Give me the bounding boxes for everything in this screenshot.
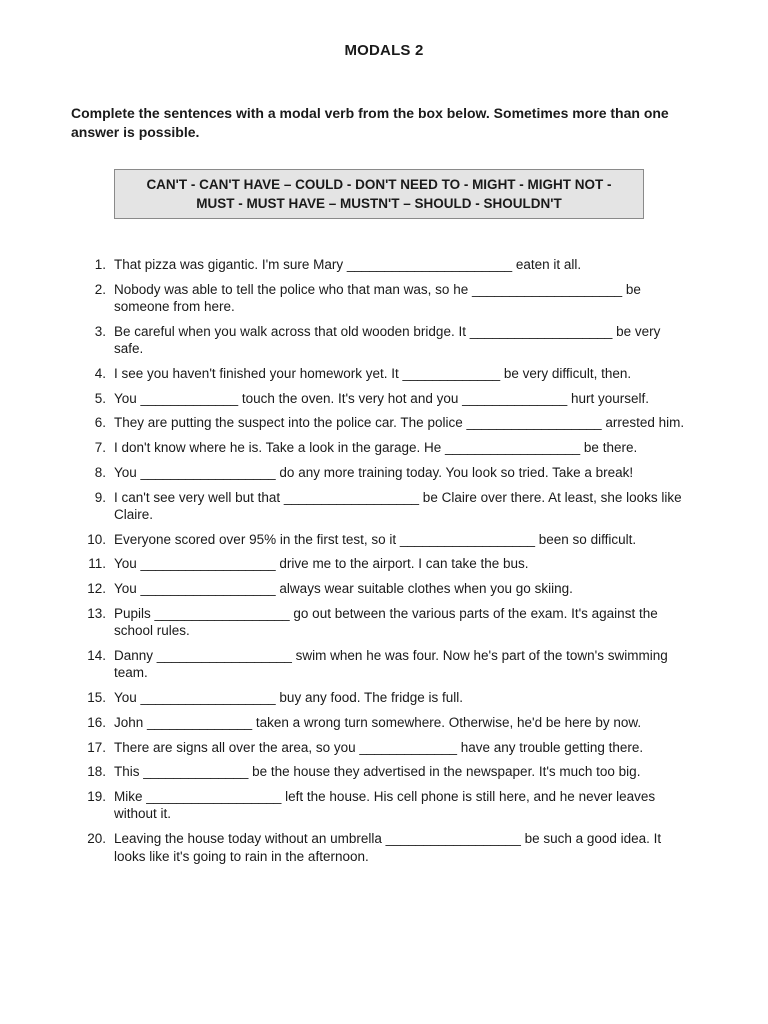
item-number: 11. xyxy=(88,556,106,572)
list-item xyxy=(86,256,686,274)
item-sentence: You __________________ drive me to the airport. I can take the bus. xyxy=(114,556,529,572)
list-item xyxy=(86,439,686,457)
item-number: 1. xyxy=(94,257,106,272)
item-sentence: Mike __________________ left the house. His cell phone is still here, and he never leaves without it. xyxy=(114,788,656,822)
item-sentence: Pupils __________________ go out between the various parts of the exam. It's against the school rules. xyxy=(114,605,658,639)
item-number: 14. xyxy=(87,647,106,663)
list-item xyxy=(86,739,686,757)
item-sentence: This ______________ be the house they advertised in the newspaper. It's much too big. xyxy=(114,764,641,780)
item-number: 7. xyxy=(94,440,106,456)
item-number: 9. xyxy=(94,489,106,505)
sentence-list xyxy=(86,256,686,872)
page-title: MODALS 2 xyxy=(344,42,424,59)
item-sentence: Leaving the house today without an umbrella __________________ be such a good idea. It looks like it's going to rain in the afternoon. xyxy=(114,831,662,864)
item-sentence: You __________________ always wear suitable clothes when you go skiing. xyxy=(114,581,573,597)
list-item xyxy=(86,763,686,781)
item-sentence: You __________________ buy any food. The fridge is full. xyxy=(114,690,464,706)
list-item xyxy=(86,531,686,549)
item-sentence: I see you haven't finished your homework yet. It _____________ be very difficult, then. xyxy=(114,366,632,382)
item-number: 8. xyxy=(94,464,106,480)
list-item xyxy=(86,689,686,707)
list-item xyxy=(86,414,686,432)
item-number: 6. xyxy=(94,415,106,431)
list-item xyxy=(86,555,686,573)
item-number: 5. xyxy=(94,390,106,406)
word-box xyxy=(114,169,644,219)
item-number: 13. xyxy=(87,605,106,621)
list-item xyxy=(86,365,686,383)
list-item xyxy=(86,390,686,408)
item-sentence: Be careful when you walk across that old wooden bridge. It ___________________ be very safe. xyxy=(114,323,661,357)
item-sentence: There are signs all over the area, so you _____________ have any trouble getting there. xyxy=(114,739,644,755)
list-item xyxy=(86,323,686,358)
list-item xyxy=(86,714,686,732)
item-number: 10. xyxy=(87,531,106,547)
list-item xyxy=(86,281,686,316)
item-sentence: I don't know where he is. Take a look in the garage. He __________________ be there. xyxy=(114,440,638,456)
item-number: 12. xyxy=(87,581,106,597)
item-number: 15. xyxy=(87,690,106,706)
list-item xyxy=(86,647,686,682)
item-number: 16. xyxy=(87,714,106,730)
item-sentence: I can't see very well but that __________________ be Claire over there. At least, she looks like Claire. xyxy=(114,489,682,522)
item-sentence: You _____________ touch the oven. It's very hot and you ______________ hurt yourself. xyxy=(114,390,649,406)
item-sentence: You __________________ do any more training today. You look so tried. Take a break! xyxy=(114,464,634,480)
list-item xyxy=(86,464,686,482)
list-item xyxy=(86,788,686,823)
item-number: 2. xyxy=(94,281,106,297)
item-sentence: Nobody was able to tell the police who that man was, so he ____________________ be someone from here. xyxy=(114,281,641,315)
item-number: 17. xyxy=(87,739,106,755)
word-box-line-1: CAN'T - CAN'T HAVE – COULD - DON'T NEED TO - MIGHT - MIGHT NOT - xyxy=(146,177,612,192)
item-sentence: John ______________ taken a wrong turn somewhere. Otherwise, he'd be here by now. xyxy=(114,714,642,730)
item-number: 20. xyxy=(87,831,106,847)
item-sentence: Everyone scored over 95% in the first test, so it __________________ been so difficult. xyxy=(114,531,637,547)
item-sentence: Danny __________________ swim when he was four. Now he's part of the town's swimming team. xyxy=(114,647,668,681)
word-box-line-2: MUST - MUST HAVE – MUSTN'T – SHOULD - SHOULDN'T xyxy=(196,196,562,211)
list-item xyxy=(86,830,686,865)
list-item xyxy=(86,580,686,598)
item-sentence: That pizza was gigantic. I'm sure Mary ______________________ eaten it all. xyxy=(114,257,582,272)
list-item xyxy=(86,605,686,640)
instructions: Complete the sentences with a modal verb from the box below. Sometimes more than one answer is possible. xyxy=(71,105,669,140)
item-number: 4. xyxy=(94,366,106,382)
item-number: 18. xyxy=(87,764,106,780)
item-sentence: They are putting the suspect into the police car. The police __________________ arrested him. xyxy=(114,415,685,431)
list-item xyxy=(86,489,686,524)
item-number: 19. xyxy=(87,788,106,804)
item-number: 3. xyxy=(94,323,106,339)
